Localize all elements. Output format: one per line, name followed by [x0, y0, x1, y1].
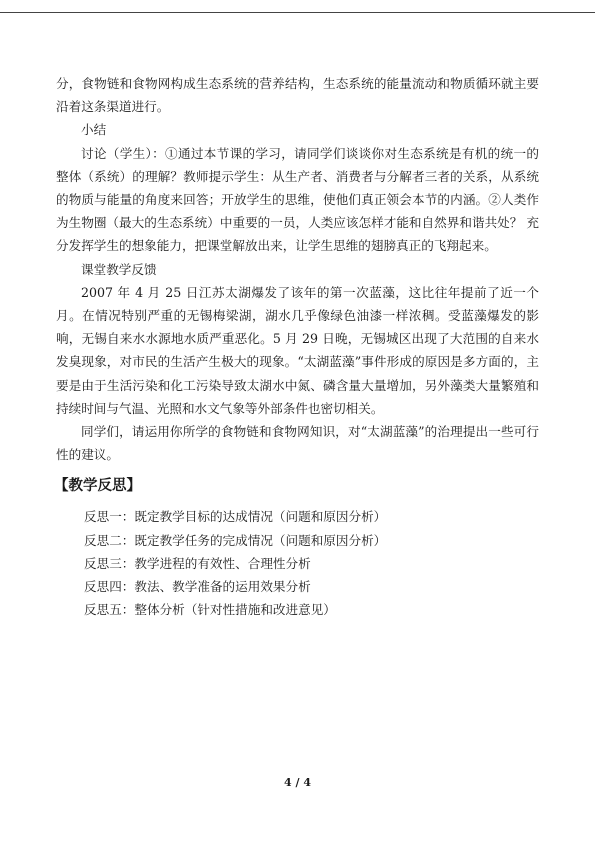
summary-label: 小结 [81, 122, 107, 138]
reflection-item: 反思二：既定教学任务的完成情况（问题和原因分析） [84, 532, 387, 548]
reflection-item: 反思四：教法、教学准备的运用效果分析 [84, 579, 311, 595]
feedback-paragraph: 2007 年 4 月 25 日江苏太湖爆发了该年的第一次蓝藻，这比往年提前了近一个月。在情况特别严重的无锡梅梁湖，湖水几乎像绿色油漆一样浓稠。受蓝藻爆发的影响，无锡自来水水源地水质严重恶化。5 月 29 日晚，无锡城区出现了大范围的自来水发臭现象，对市民的生活产生极大的现象。“太湖蓝藻”事件形成的原因是多方面的，主要是由于生活污染和化工污染导致太湖水中氮、磷含量大量增加，另外藻类大量繁殖和持续时间与气温、光照和水文气象等外部条件也密切相关。 [56, 284, 539, 416]
page-number: 4 / 4 [284, 776, 311, 789]
document-body [56, 72, 539, 621]
reflection-list [56, 505, 539, 621]
reflection-item: 反思五：整体分析（针对性措施和改进意见） [84, 602, 336, 618]
reflection-item: 反思三：教学进程的有效性、合理性分析 [84, 555, 311, 571]
header-rule [0, 12, 595, 13]
question-paragraph: 同学们，请运用你所学的食物链和食物网知识，对“太湖蓝藻”的治理提出一些可行性的建议。 [56, 424, 539, 463]
discussion-paragraph: 讨论（学生）：①通过本节课的学习，请同学们谈谈你对生态系统是有机的统一的整体（系统）的理解？教师提示学生：从生产者、消费者与分解者三者的关系，从系统的物质与能量的角度来回答；开放学生的思维，使他们真正领会本节的内涵。②人类作为生物圈（最大的生态系统）中重要的一员，人类应该怎样才能和自然界和谐共处？ 充分发挥学生的想象能力，把课堂解放出来，让学生思维的翅膀真正的飞翔起来。 [56, 145, 539, 254]
reflection-heading: 【教学反思】 [54, 477, 141, 495]
feedback-label: 课堂教学反馈 [81, 261, 157, 277]
paragraph-continuation: 分，食物链和食物网构成生态系统的营养结构，生态系统的能量流动和物质循环就主要沿着这条渠道进行。 [56, 76, 539, 115]
reflection-item: 反思一：既定教学目标的达成情况（问题和原因分析） [84, 509, 387, 525]
